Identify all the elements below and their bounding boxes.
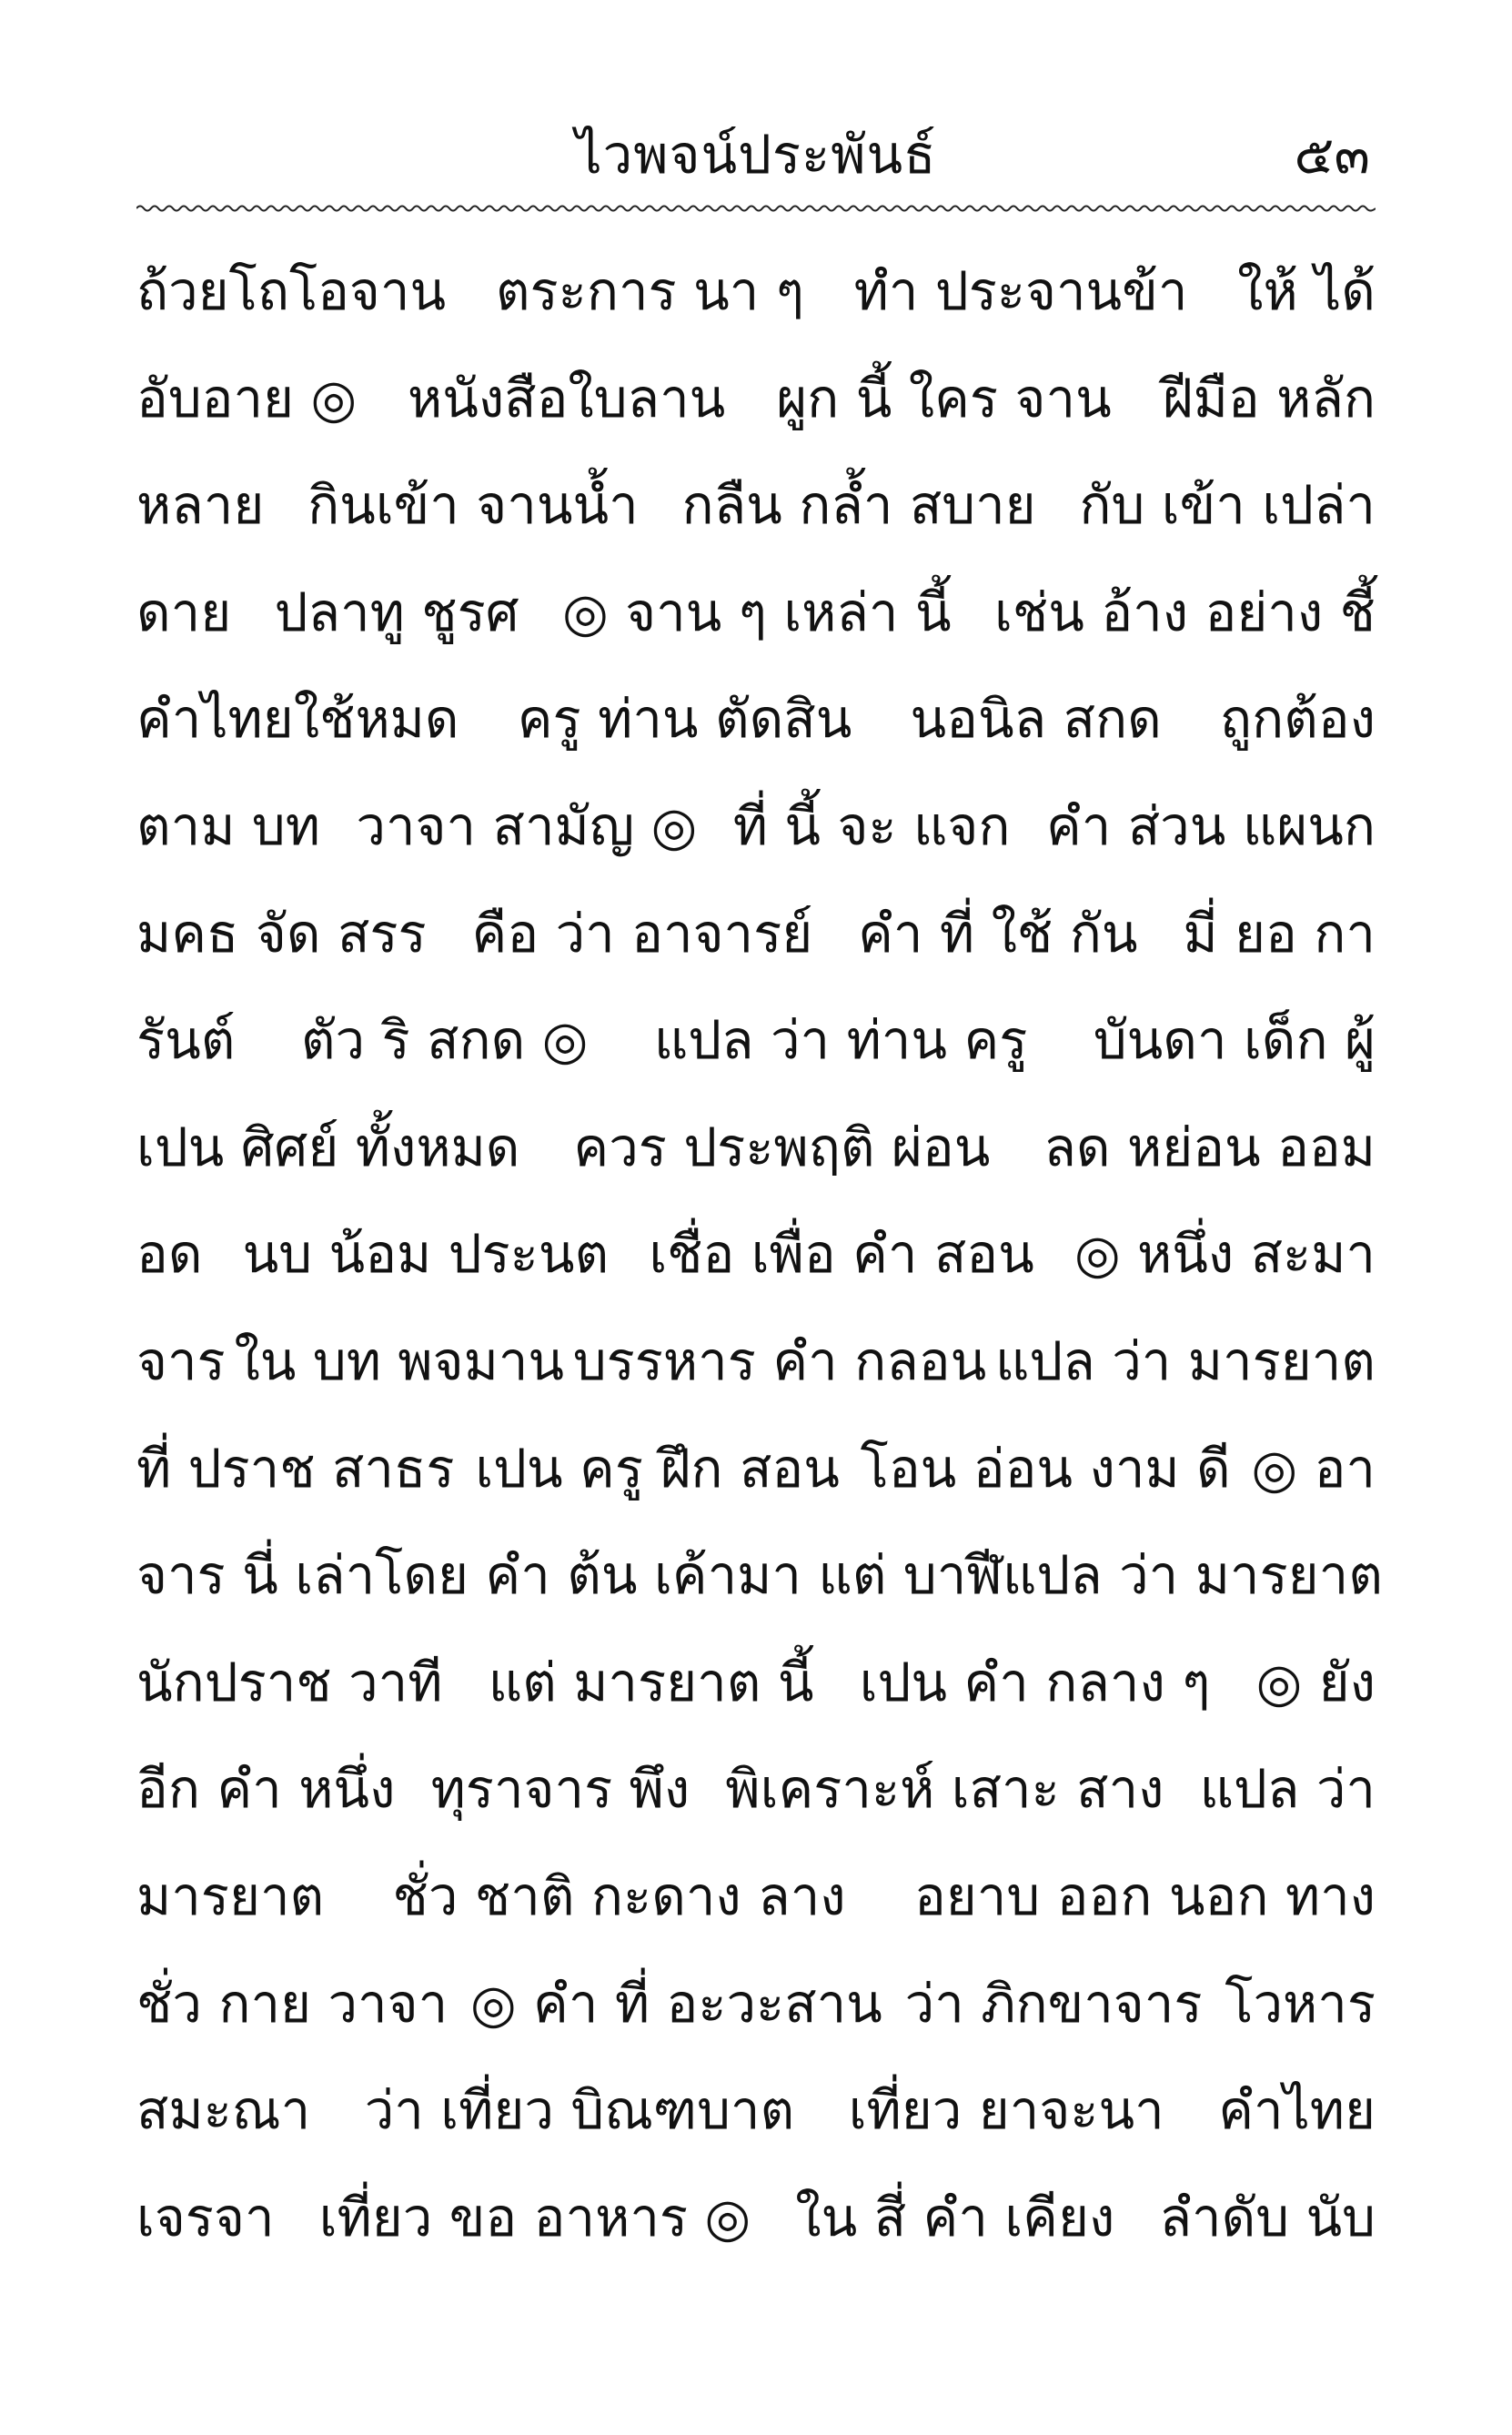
word-group: นอนิล สกด: [910, 688, 1162, 751]
word-group: ลด หย่อน ออม: [1043, 1116, 1376, 1178]
word-group: ว่า เที่ยว บิณฑบาต: [364, 2079, 795, 2142]
word-group: ทำ ประจานข้า: [853, 260, 1188, 322]
word-group: ใน บท พจมาน: [234, 1329, 565, 1392]
word-group: คำไทยใช้หมด: [136, 688, 459, 751]
text-line: [136, 1095, 1376, 1202]
word-group: พิเคราะห์ เสาะ สาง: [725, 1758, 1164, 1821]
word-group: อยาบ ออก นอก ทาง: [913, 1864, 1376, 1927]
word-group: วาจา สามัญ ◎: [356, 794, 698, 857]
word-group: ที่ นี้ จะ แจก: [732, 794, 1011, 857]
text-line: [136, 1736, 1376, 1844]
text-line: [136, 1308, 1376, 1416]
word-group: ชั่ว กาย วาจา: [136, 1972, 449, 2035]
text-line: [136, 773, 1376, 881]
word-group: ให้ ได้: [1237, 260, 1376, 322]
text-line: [136, 1522, 1383, 1630]
word-group: จาร: [136, 1329, 226, 1392]
word-group: แปล ว่า มารยาต: [1002, 1544, 1383, 1607]
word-group: เที่ยว ขอ อาหาร ◎: [318, 2186, 751, 2248]
page-number: ๕๓: [1294, 124, 1370, 186]
word-group: ปลาทู ชูรศ: [274, 581, 519, 643]
word-group: ตัว ริ สกด ◎: [300, 1009, 589, 1072]
word-group: คำ ส่วน แผนก: [1045, 794, 1376, 857]
text-line: [136, 346, 1376, 453]
word-group: เชื่อ เพื่อ คำ สอน: [649, 1223, 1034, 1286]
word-group: มารยาต: [136, 1864, 325, 1927]
word-group: นบ น้อม ประนต: [242, 1223, 610, 1286]
word-group: โอน อ่อน งาม ดี: [860, 1437, 1231, 1500]
text-line: [136, 1844, 1376, 1951]
word-group: เปน คำ กลาง ๆ: [859, 1651, 1211, 1713]
word-group: อด: [136, 1223, 203, 1286]
word-group: ถ้วยโถโอจาน: [136, 260, 447, 322]
verse-body: [136, 238, 1383, 2271]
word-group: อีก คำ หนึ่ง: [136, 1758, 396, 1821]
word-group: รันต์: [136, 1009, 236, 1072]
text-line: [136, 238, 1376, 346]
word-group: สมะณา: [136, 2079, 311, 2142]
word-group: ควร ประพฤติ ผ่อน: [573, 1116, 991, 1178]
text-line: [136, 987, 1376, 1095]
word-group: บันดา เด็ก ผู้: [1093, 1009, 1376, 1072]
word-group: คือ ว่า อาจารย์: [471, 902, 813, 965]
word-group: หลาย: [136, 474, 265, 537]
word-group: ที่ ปราช สาธร: [136, 1437, 455, 1500]
word-group: ถูกต้อง: [1219, 688, 1376, 751]
word-group: แปล ว่า: [1199, 1758, 1376, 1821]
word-group: ฝีมือ หลัก: [1162, 367, 1376, 429]
word-group: ◎ ยัง: [1255, 1651, 1376, 1713]
word-group: โวหาร: [1225, 1972, 1376, 2035]
word-group: แปล ว่า ท่าน ครู: [653, 1009, 1028, 1072]
word-group: มคธ จัด สรร: [136, 902, 427, 965]
word-group: ตาม บท: [136, 794, 320, 857]
word-group: ◎ คำ ที่ อะวะสาน: [469, 1972, 882, 2035]
word-group: เจรจา: [136, 2186, 275, 2248]
text-line: [136, 2165, 1376, 2272]
running-title: ไวพจน์ประพันธ์: [575, 124, 937, 186]
word-group: อับอาย ◎: [136, 367, 358, 429]
header-rule: [136, 202, 1376, 215]
page-header: [136, 109, 1376, 209]
word-group: ลำดับ นับ: [1159, 2186, 1376, 2248]
text-line: [136, 666, 1376, 773]
word-group: มา แต่ บาฬี: [737, 1544, 1003, 1607]
word-group: แต่ มารยาต นี้: [488, 1651, 814, 1713]
word-group: คำ ที่ ใช้ กัน: [858, 902, 1138, 965]
word-group: กลืน กล้ำ สบาย: [681, 474, 1036, 537]
text-line: [136, 1630, 1376, 1737]
word-group: บรรหาร คำ กลอน: [572, 1329, 987, 1392]
word-group: กับ เข้า เปล่า: [1079, 474, 1376, 537]
text-line: [136, 452, 1376, 560]
word-group: จาร นี่ เล่า: [136, 1544, 376, 1607]
word-group: ◎ จาน ๆ เหล่า นี้: [562, 581, 952, 643]
word-group: ผูก นี้ ใคร จาน: [776, 367, 1112, 429]
word-group: คำไทย: [1218, 2079, 1376, 2142]
word-group: หนังสือใบลาน: [407, 367, 726, 429]
word-group: แปล ว่า มารยาต: [995, 1329, 1376, 1392]
text-line: [136, 2057, 1376, 2165]
word-group: โดย คำ ต้น เค้า: [375, 1544, 738, 1607]
word-group: ตระการ นา ๆ: [495, 260, 804, 322]
text-line: [136, 1951, 1376, 2058]
text-line: [136, 881, 1376, 988]
word-group: เปน ศิศย์ ทั้งหมด: [136, 1116, 520, 1178]
word-group: ดาย: [136, 581, 232, 643]
word-group: ◎ อา: [1251, 1437, 1376, 1500]
word-group: เปน ครู ฝึก สอน: [475, 1437, 840, 1500]
word-group: กินเข้า จานน้ำ: [307, 474, 639, 537]
word-group: ครู ท่าน ตัดสิน: [517, 688, 852, 751]
text-line: [136, 1201, 1376, 1308]
text-line: [136, 1416, 1376, 1523]
word-group: ใน สี่ คำ เคียง: [795, 2186, 1115, 2248]
word-group: ทุราจาร พึง: [430, 1758, 690, 1821]
word-group: ว่า ภิกขาจาร: [904, 1972, 1203, 2035]
word-group: นักปราช วาที: [136, 1651, 443, 1713]
word-group: มี่ ยอ กา: [1183, 902, 1376, 965]
word-group: ◎ หนึ่ง สะมา: [1074, 1223, 1376, 1286]
text-line: [136, 560, 1376, 667]
word-group: ชั่ว ชาติ กะดาง ลาง: [392, 1864, 846, 1927]
word-group: เช่น อ้าง อย่าง ชี้: [994, 581, 1376, 643]
word-group: เที่ยว ยาจะนา: [848, 2079, 1164, 2142]
